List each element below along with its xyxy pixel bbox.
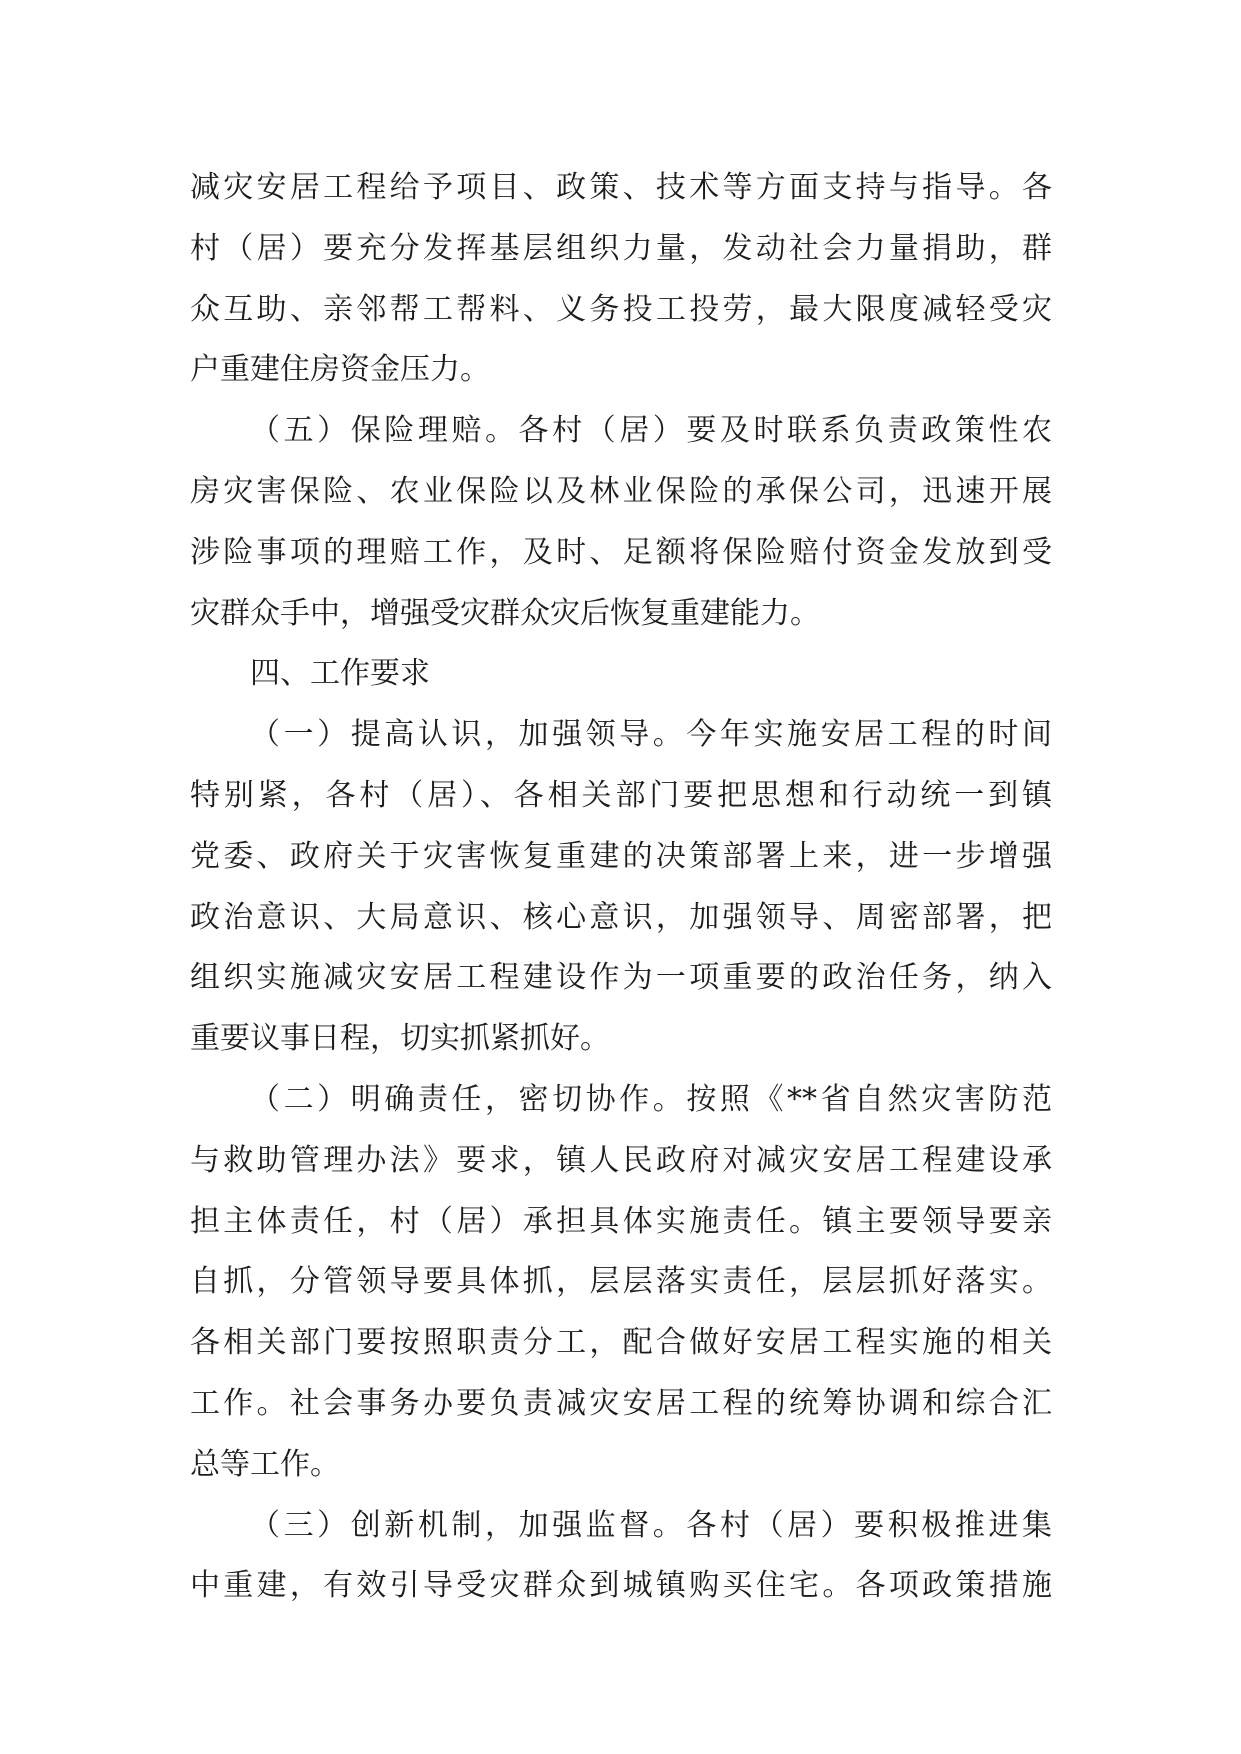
text-line: 自抓，分管领导要具体抓，层层落实责任，层层抓好落实。 [190, 1264, 1052, 1300]
document-body [190, 158, 1052, 1617]
text-line: （二）明确责任，密切协作。按照《**省自然灾害防范 [250, 1081, 1052, 1117]
text-line: 政治意识、大局意识、核心意识，加强领导、周密部署，把 [190, 899, 1052, 935]
text-line: 特别紧，各村（居）、各相关部门要把思想和行动统一到镇 [190, 777, 1052, 813]
text-line: 工作。社会事务办要负责减灾安居工程的统筹协调和综合汇 [190, 1385, 1052, 1421]
text-line: 户重建住房资金压力。 [190, 352, 490, 388]
text-line: 众互助、亲邻帮工帮料、义务投工投劳，最大限度减轻受灾 [190, 291, 1052, 327]
text-line: 各相关部门要按照职责分工，配合做好安居工程实施的相关 [190, 1325, 1052, 1361]
text-line: （五）保险理赔。各村（居）要及时联系负责政策性农 [250, 413, 1052, 449]
text-line: 村（居）要充分发挥基层组织力量，发动社会力量捐助，群 [190, 230, 1052, 266]
text-line: 党委、政府关于灾害恢复重建的决策部署上来，进一步增强 [190, 838, 1052, 874]
text-line: 涉险事项的理赔工作，及时、足额将保险赔付资金发放到受 [190, 534, 1052, 570]
text-line: 担主体责任，村（居）承担具体实施责任。镇主要领导要亲 [190, 1203, 1052, 1239]
text-line: 总等工作。 [190, 1446, 340, 1482]
text-line: （三）创新机制，加强监督。各村（居）要积极推进集 [250, 1507, 1052, 1543]
text-line: 与救助管理办法》要求，镇人民政府对减灾安居工程建设承 [190, 1142, 1052, 1178]
text-line: 中重建，有效引导受灾群众到城镇购买住宅。各项政策措施 [190, 1568, 1052, 1604]
text-line: 房灾害保险、农业保险以及林业保险的承保公司，迅速开展 [190, 473, 1052, 509]
text-line: 重要议事日程，切实抓紧抓好。 [190, 1021, 610, 1057]
text-line: 组织实施减灾安居工程建设作为一项重要的政治任务，纳入 [190, 960, 1052, 996]
text-line: 四、工作要求 [250, 656, 430, 692]
text-line: 减灾安居工程给予项目、政策、技术等方面支持与指导。各 [190, 170, 1052, 205]
text-line: （一）提高认识，加强领导。今年实施安居工程的时间 [250, 717, 1052, 753]
text-line: 灾群众手中，增强受灾群众灾后恢复重建能力。 [190, 595, 820, 631]
